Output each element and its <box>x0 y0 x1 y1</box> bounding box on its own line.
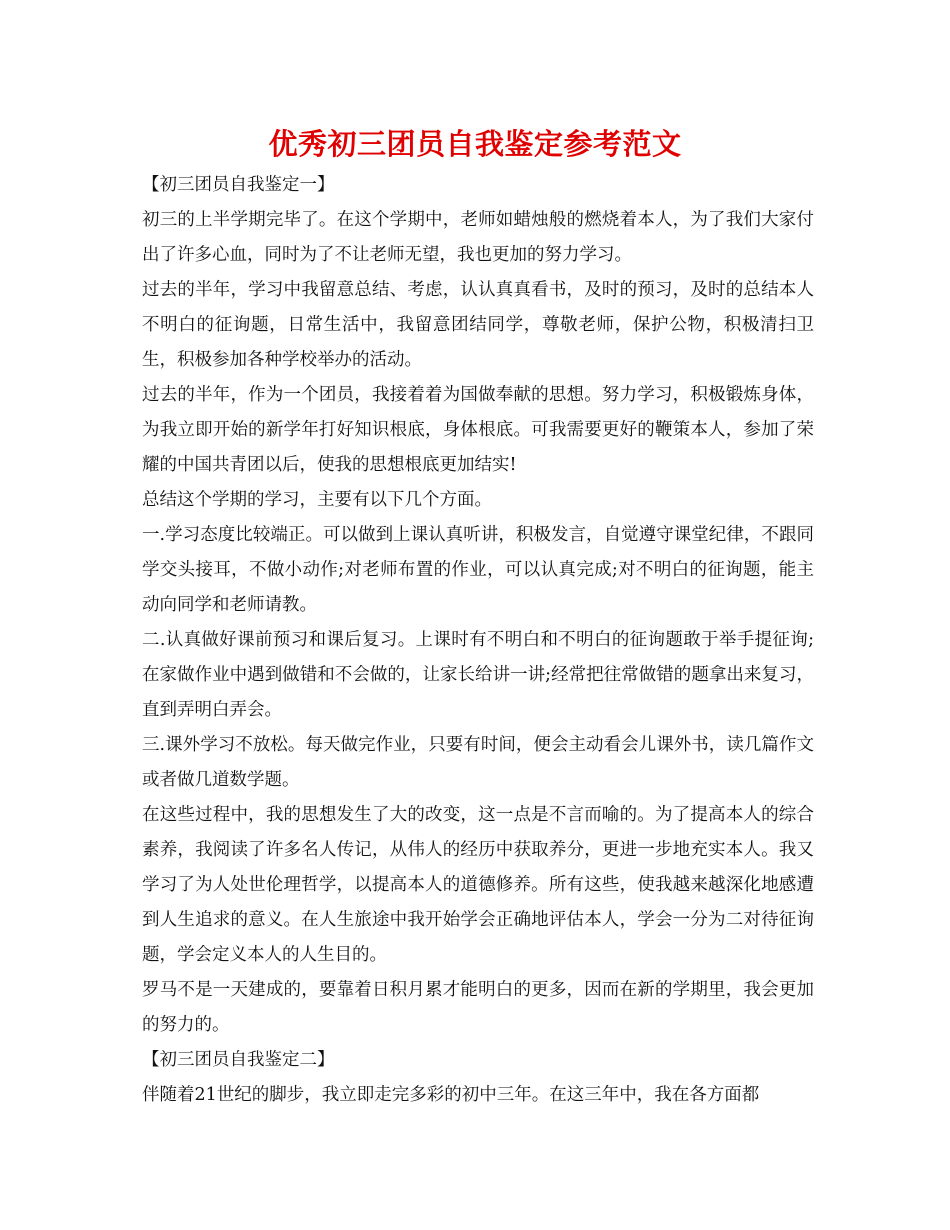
section-heading-2: 【初三团员自我鉴定二】 <box>142 1050 335 1070</box>
document-title: 优秀初三团员自我鉴定参考范文 <box>268 127 682 161</box>
paragraph: 在这些过程中，我的思想发生了大的改变，这一点是不言而喻的。为了提高本人的综合素养，我阅读了许多名人传记，从伟人的经历中获取养分，更进一步地充实本人。我又学习了为人处世伦理哲学，以提高本人的道德修养。所有这些，使我越来越深化地感遭到人生追求的意义。在人生旅途中我开始学会正确地评估本人，学会一分为二对待征询题，学会定义本人的人生目的。 <box>142 805 814 965</box>
document-body <box>142 168 814 1113</box>
paragraph: 二.认真做好课前预习和课后复习。上课时有不明白和不明白的征询题敢于举手提征询;在家做作业中遇到做错和不会做的，让家长给讲一讲;经常把往常做错的题拿出来复习，直到弄明白弄会。 <box>142 630 814 720</box>
paragraph: 伴随着21世纪的脚步，我立即走完多彩的初中三年。在这三年中，我在各方面都 <box>142 1085 760 1105</box>
paragraph: 初三的上半学期完毕了。在这个学期中，老师如蜡烛般的燃烧着本人，为了我们大家付出了许多心血，同时为了不让老师无望，我也更加的努力学习。 <box>142 210 814 265</box>
paragraph: 一.学习态度比较端正。可以做到上课认真听讲，积极发言，自觉遵守课堂纪律，不跟同学交头接耳，不做小动作;对老师布置的作业，可以认真完成;对不明白的征询题，能主动向同学和老师请教。 <box>142 525 814 615</box>
paragraph: 过去的半年，作为一个团员，我接着着为国做奉献的思想。努力学习，积极锻炼身体，为我立即开始的新学年打好知识根底，身体根底。可我需要更好的鞭策本人，参加了荣耀的中国共青团以后，使我的思想根底更加结实! <box>142 385 814 475</box>
paragraph: 过去的半年，学习中我留意总结、考虑，认认真真看书，及时的预习，及时的总结本人不明白的征询题，日常生活中，我留意团结同学，尊敬老师，保护公物，积极清扫卫生，积极参加各种学校举办的活动。 <box>142 280 814 370</box>
paragraph: 三.课外学习不放松。每天做完作业，只要有时间，便会主动看会儿课外书，读几篇作文或者做几道数学题。 <box>142 735 814 790</box>
paragraph: 罗马不是一天建成的，要靠着日积月累才能明白的更多，因而在新的学期里，我会更加的努力的。 <box>142 980 814 1035</box>
section-heading-1: 【初三团员自我鉴定一】 <box>142 175 335 195</box>
paragraph: 总结这个学期的学习，主要有以下几个方面。 <box>142 490 492 510</box>
